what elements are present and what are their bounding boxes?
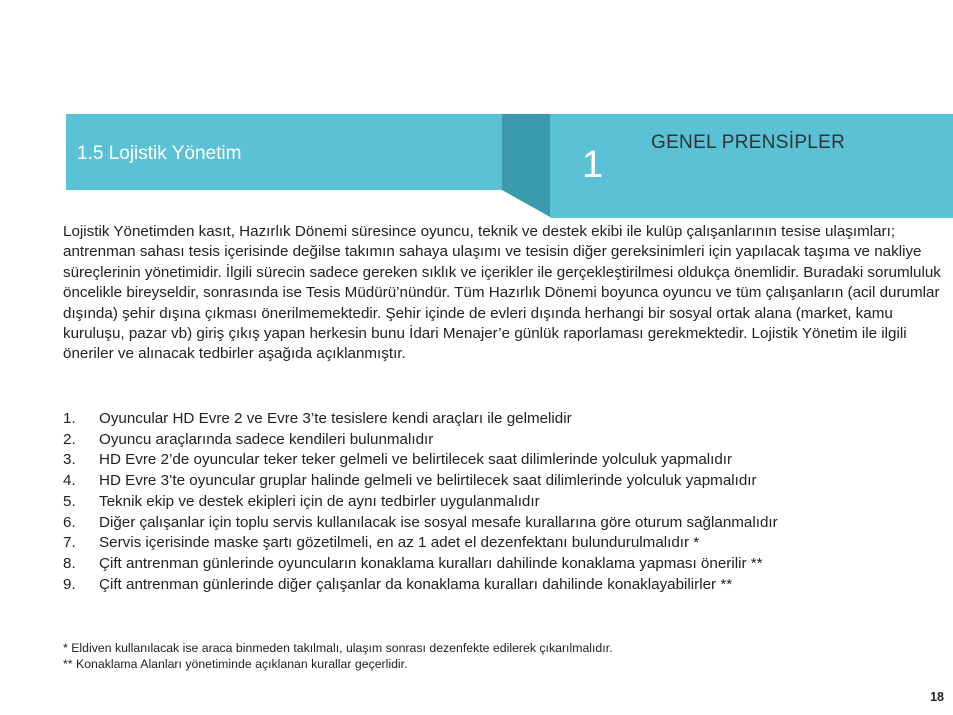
list-item-text: Oyuncular HD Evre 2 ve Evre 3’te tesislere kendi araçları ile gelmelidir (99, 410, 572, 427)
footnote: ** Konaklama Alanları yönetiminde açıklanan kurallar geçerlidir. (63, 657, 408, 671)
list-item-text: HD Evre 3’te oyuncular gruplar halinde gelmeli ve belirtilecek saat dilimlerinde yolculuk yapmalıdır (99, 472, 757, 490)
list-item-number: 1. (63, 410, 76, 427)
list-item (63, 533, 778, 554)
list-item (63, 513, 778, 534)
list-item-number: 9. (63, 575, 76, 593)
list-item (63, 575, 778, 596)
chapter-banner (550, 114, 953, 218)
list-item-number: 4. (63, 472, 76, 490)
list-item-text: HD Evre 2’de oyuncular teker teker gelmeli ve belirtilecek saat dilimlerinde yolculuk yapmalıdır (99, 451, 733, 469)
measures-list (63, 409, 778, 595)
list-item-text: Çift antrenman günlerinde oyuncuların konaklama kuralları dahilinde konaklama yapması önerilir ** (99, 554, 763, 572)
list-item-text: Diğer çalışanlar için toplu servis kullanılacak ise sosyal mesafe kurallarına göre oturum sağlanmalıdır (99, 513, 778, 531)
list-item (63, 492, 778, 513)
list-item-text: Oyuncu araçlarında sadece kendileri bulunmalıdır (99, 430, 434, 448)
banner-fold-shape (502, 114, 552, 218)
list-item-number: 6. (63, 513, 76, 531)
footnote: * Eldiven kullanılacak ise araca binmeden takılmalı, ulaşım sonrası dezenfekte edilerek çıkarılmalıdır. (63, 641, 613, 655)
list-item (63, 554, 778, 575)
chapter-number: 1 (582, 144, 604, 186)
section-label: 1.5 Lojistik Yönetim (77, 143, 242, 164)
footnotes (63, 640, 613, 672)
page-number: 18 (930, 690, 944, 704)
list-item-text: Çift antrenman günlerinde diğer çalışanlar da konaklama kuralları dahilinde konaklayabilirler ** (99, 575, 733, 593)
intro-paragraph: Lojistik Yönetimden kasıt, Hazırlık Dönemi süresince oyuncu, teknik ve destek ekibi ile kulüp çalışanlarının tesise ulaşımları; antrenman sahası tesis içerisinde değilse takımın sahaya ulaşımı ve tesisin diğer gereksinimleri için yapılacak taşıma ve nakliye süreçlerinin yönetimidir. İlgili sürecin sadece gereken sıklık ve içerikler ile gerçekleştirilmesi oldukça önemlidir. Buradaki sorumluluk öncelikle bireyseldir, sonrasında ise Tesis Müdürü’nündür. Tüm Hazırlık Dönemi boyunca oyuncu ve tüm çalışanların (acil durumlar dışında) şehir dışına çıkması önerilmemektedir. Şehir içinde de evleri dışında herhangi bir sosyal ortak alana (market, kamu kuruluşu, pazar vb) giriş çıkış yapan herkesin bunu İdari Menajer’e günlük raporlaması gerekmektedir. Lojistik Yönetim ile ilgili öneriler ve alınacak tedbirler aşağıda açıklanmıştır. (63, 223, 941, 363)
chapter-title: GENEL PRENSİPLER (651, 132, 846, 153)
list-item-number: 8. (63, 554, 76, 572)
banner-fold-fill (502, 114, 552, 218)
list-item-number: 7. (63, 534, 76, 552)
intro-text (63, 222, 949, 365)
list-item-number: 5. (63, 492, 76, 510)
list-item (63, 430, 778, 451)
list-item-text: Servis içerisinde maske şartı gözetilmeli, en az 1 adet el dezenfektanı bulundurulmalıdır * (99, 534, 700, 552)
list-item-number: 3. (63, 451, 76, 469)
list-item-number: 2. (63, 430, 76, 448)
list-item (63, 409, 778, 430)
list-item (63, 450, 778, 471)
list-item-text: Teknik ekip ve destek ekipleri için de aynı tedbirler uygulanmalıdır (99, 492, 540, 510)
section-banner (66, 114, 502, 190)
list-item (63, 471, 778, 492)
